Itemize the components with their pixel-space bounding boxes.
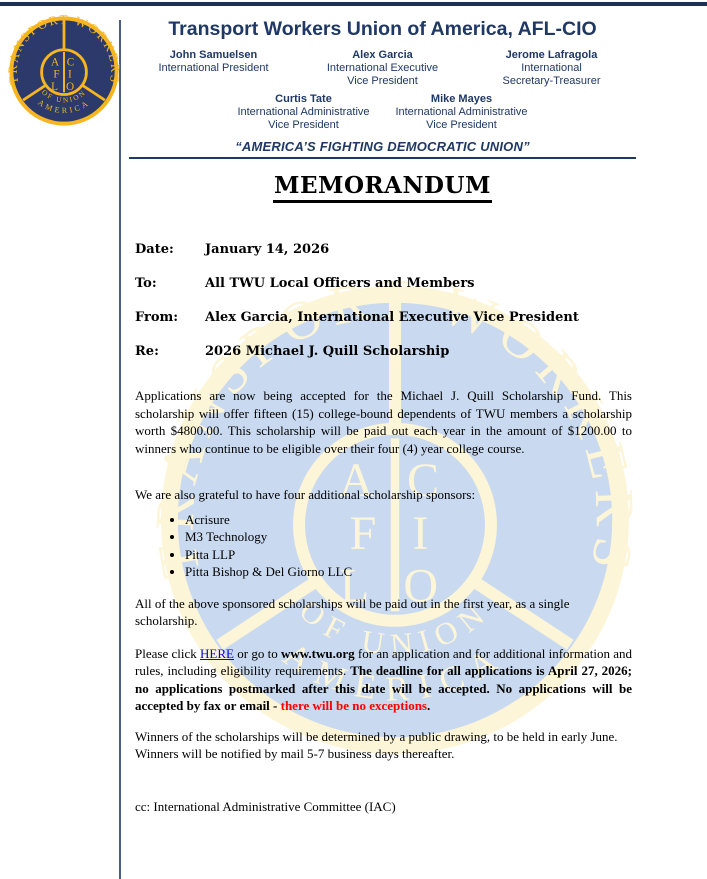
officer-name: Alex Garcia — [352, 49, 413, 61]
officer-title: Secretary-Treasurer — [502, 75, 601, 87]
officer-curtis-tate — [229, 93, 379, 132]
sponsor-item: • Pitta LLP — [185, 546, 632, 564]
sponsor-list — [135, 511, 632, 581]
apply-text: Please click — [135, 645, 201, 661]
header-rule — [129, 157, 636, 159]
officer-title: International — [521, 62, 582, 74]
field-label: Date: — [135, 242, 174, 257]
officer-name: Mike Mayes — [430, 93, 493, 105]
sponsor-item: • Pitta Bishop & Del Giorno LLC — [185, 563, 632, 581]
paragraph-intro: Applications are now being accepted for the Michael J. Quill Scholarship Fund. This scholarship will offer fifteen (15) college-bound dependents of TWU members a scholarship worth $4800.00. This scholarship will be paid out each year in the amount of $1200.00 to winners who continue to be eligible over their four (4) year college course. — [135, 388, 632, 456]
field-date — [135, 241, 635, 258]
letterhead-divider — [119, 20, 121, 879]
cc-value: International Administrative Committee (IAC) — [153, 798, 396, 814]
no-exceptions-text: there will be no exceptions — [280, 698, 427, 713]
officer-title: International Administrative — [395, 106, 528, 118]
field-re — [135, 343, 635, 360]
officer-title: International President — [158, 62, 269, 74]
field-label: To: — [135, 276, 157, 291]
field-label: Re: — [135, 344, 159, 359]
sponsor-item: • Acrisure — [185, 511, 632, 529]
memo-body — [135, 387, 632, 815]
apply-text-period: . — [426, 698, 431, 713]
officer-title: Vice President — [347, 75, 418, 87]
officer-title: International Administrative — [237, 106, 370, 118]
officer-name: Curtis Tate — [275, 93, 332, 105]
paragraph-sponsors-lead: We are also grateful to have four additional scholarship sponsors: — [135, 487, 476, 502]
memo-fields — [135, 241, 635, 377]
twu-logo-icon — [8, 15, 120, 127]
field-value: All TWU Local Officers and Members — [205, 276, 475, 291]
officer-name: John Samuelsen — [169, 49, 258, 61]
top-border-bar — [0, 2, 707, 6]
paragraph-winners: Winners of the scholarships will be determined by a public drawing, to be held in early June. Winners will be notified by mail 5-7 business days thereafter. — [135, 728, 618, 761]
officer-title: International Executive — [326, 62, 439, 74]
officer-mike-mayes — [387, 93, 537, 132]
apply-text: for an application and for additional information and rules, including eligibility requirements. — [135, 645, 632, 678]
org-title: Transport Workers Union of America, AFL-CIO — [168, 18, 597, 40]
officers-row-2 — [129, 93, 636, 132]
here-link[interactable]: HERE — [200, 645, 234, 661]
twu-url: www.twu.org — [280, 645, 355, 661]
officer-title: Vice President — [426, 119, 497, 131]
officers-row-1 — [129, 49, 636, 88]
union-tagline: “AMERICA’S FIGHTING DEMOCRATIC UNION” — [235, 139, 530, 154]
letterhead — [129, 18, 636, 159]
officer-john-samuelsen — [129, 49, 298, 88]
officer-title: Vice President — [268, 119, 339, 131]
paragraph-single-scholarship: All of the above sponsored scholarships will be paid out in the first year, as a single scholarship. — [135, 595, 570, 628]
field-value: 2026 Michael J. Quill Scholarship — [205, 344, 450, 359]
officer-name: Jerome Lafragola — [505, 49, 598, 61]
officer-alex-garcia — [298, 49, 467, 88]
memo-heading: MEMORANDUM — [129, 172, 636, 199]
apply-text: or go to — [233, 645, 281, 661]
field-to — [135, 275, 635, 292]
officer-jerome-lafragola — [467, 49, 636, 88]
field-label: From: — [135, 310, 179, 325]
sponsor-item: • M3 Technology — [185, 528, 632, 546]
field-value: January 14, 2026 — [205, 242, 330, 257]
cc-line — [135, 798, 632, 816]
cc-label: cc: — [135, 798, 151, 814]
paragraph-apply — [135, 645, 632, 715]
field-value: Alex Garcia, International Executive Vice President — [205, 310, 579, 325]
deadline-text: The deadline for all applications is April 27, 2026; no applications postmarked after this date will be accepted. No applications will be accepted by fax or email - — [135, 663, 632, 713]
field-from — [135, 309, 635, 326]
